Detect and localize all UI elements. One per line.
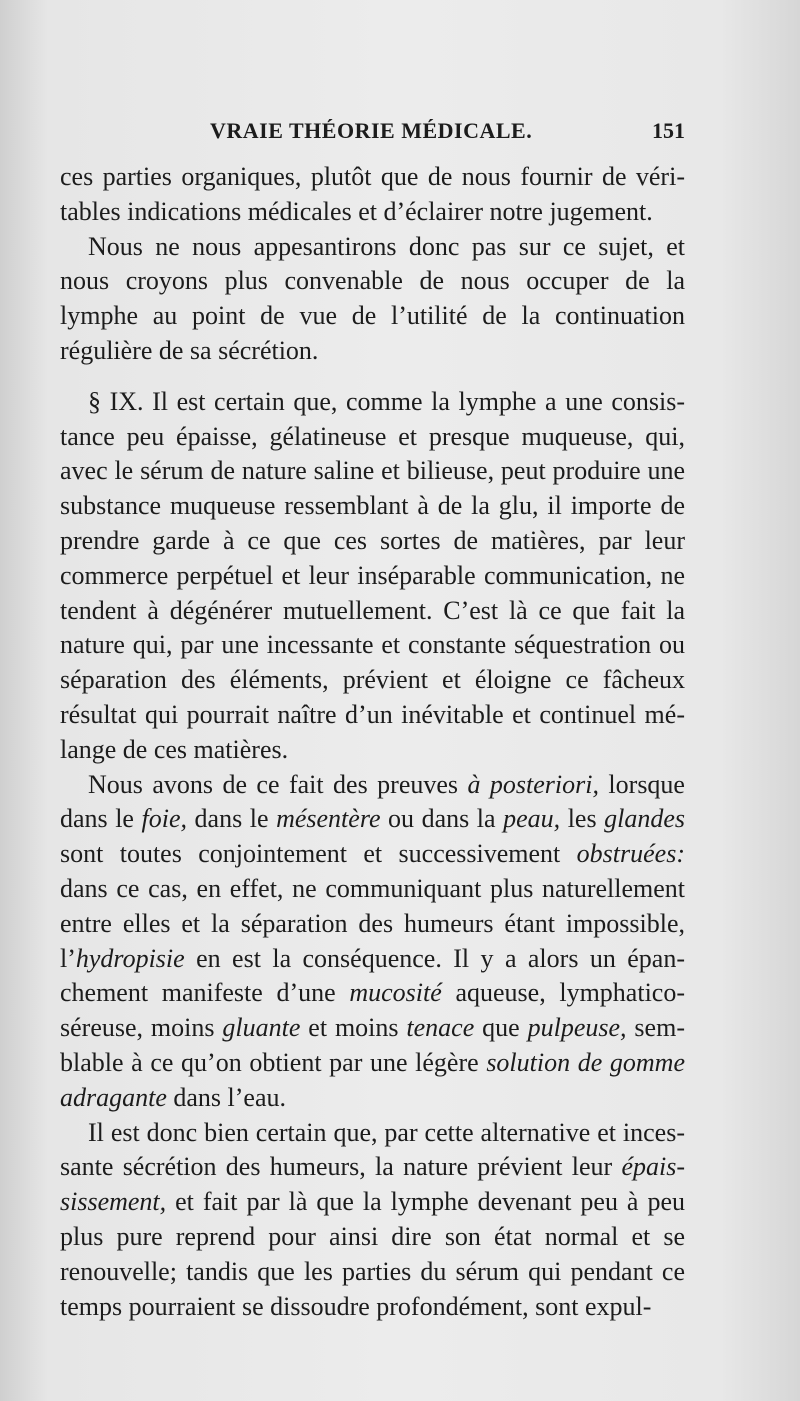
paragraph: [60, 160, 685, 230]
text-run: § IX. Il est certain que, comme la lymphe a une consistance peu épaisse, gélatineuse et presque muqueuse, qui, avec le sérum de nature saline et bilieuse, peut produire une substance muqueuse ressemblant à de la glu, il importe de prendre garde à ce que ces sortes de matières, par leur commerce perpétuel et leur inséparable communication, ne tendent à dégénérer mutuellement. C’est là ce que fait la nature qui, par une incessante et constante séquestration ou séparation des éléments, prévient et éloigne ce fâcheux résultat qui pourrait naître d’un inévitable et continuel mélange de ces matières.: [60, 386, 685, 764]
paragraph: [60, 768, 685, 1116]
body-text: [60, 160, 685, 1324]
italic-run: mucosité: [349, 978, 442, 1008]
running-head: [60, 112, 685, 152]
text-run: en est la conséquence. Il y a alors un épanchement manifeste d’une: [60, 943, 685, 1008]
running-head-title: VRAIE THÉORIE MÉDICALE.: [210, 118, 533, 143]
paragraph: [60, 230, 685, 369]
italic-run: foie,: [141, 804, 188, 834]
text-run: et fait par là que la lymphe devenant peu à peu plus pure reprend pour ainsi dire son état normal et se renouvelle; tandis que les parties du sérum qui pendant ce temps pourraient se dissoudre profondément, sont expul-: [60, 1187, 685, 1321]
page-number: 151: [652, 118, 685, 143]
text-run: Nous ne nous appesantirons donc pas sur ce sujet, et nous croyons plus convenable de nous occuper de la lymphe au point de vue de l’utilité de la continuation régulière de sa sécrétion.: [60, 231, 685, 365]
italic-run: à posteriori,: [467, 769, 599, 799]
italic-run: épaississement,: [60, 1152, 685, 1217]
text-run: sont toutes conjointement et successivement: [60, 839, 577, 869]
text-run: les: [560, 804, 605, 834]
text-run: lorsque dans le: [60, 769, 685, 834]
paragraph: [60, 1116, 685, 1325]
text-run: ces parties organiques, plutôt que de nous fournir de véritables indications médicales et d’éclairer notre jugement.: [60, 162, 685, 226]
italic-run: mésentère: [276, 804, 381, 834]
italic-run: hydropisie: [75, 943, 185, 973]
paragraph: [60, 385, 685, 768]
italic-run: gluante: [222, 1013, 301, 1043]
italic-run: peau,: [503, 804, 561, 834]
italic-run: obstruées:: [576, 839, 685, 869]
text-run: Il est donc bien certain que, par cette alternative et incessante sécrétion des humeurs, la nature prévient leur: [60, 1117, 685, 1182]
text-run: semblable à ce qu’on obtient par une légère: [60, 1013, 685, 1077]
italic-run: glandes: [604, 804, 686, 834]
text-run: que: [474, 1013, 528, 1043]
text-run: aqueuse, lymphatico-séreuse, moins: [60, 978, 685, 1043]
italic-run: solution de gomme adragante: [60, 1047, 685, 1112]
text-run: dans le: [187, 804, 277, 834]
text-run: et moins: [300, 1013, 407, 1043]
text-run: ou dans la: [380, 804, 504, 834]
text-run: Nous avons de ce fait des preuves: [88, 769, 468, 799]
italic-run: pulpeuse,: [527, 1013, 627, 1043]
text-run: dans ce cas, en effet, ne communiquant plus naturellement entre elles et la séparation des humeurs étant impossible, l’: [60, 873, 685, 973]
italic-run: tenace: [406, 1013, 475, 1043]
text-run: dans l’eau.: [166, 1082, 287, 1112]
